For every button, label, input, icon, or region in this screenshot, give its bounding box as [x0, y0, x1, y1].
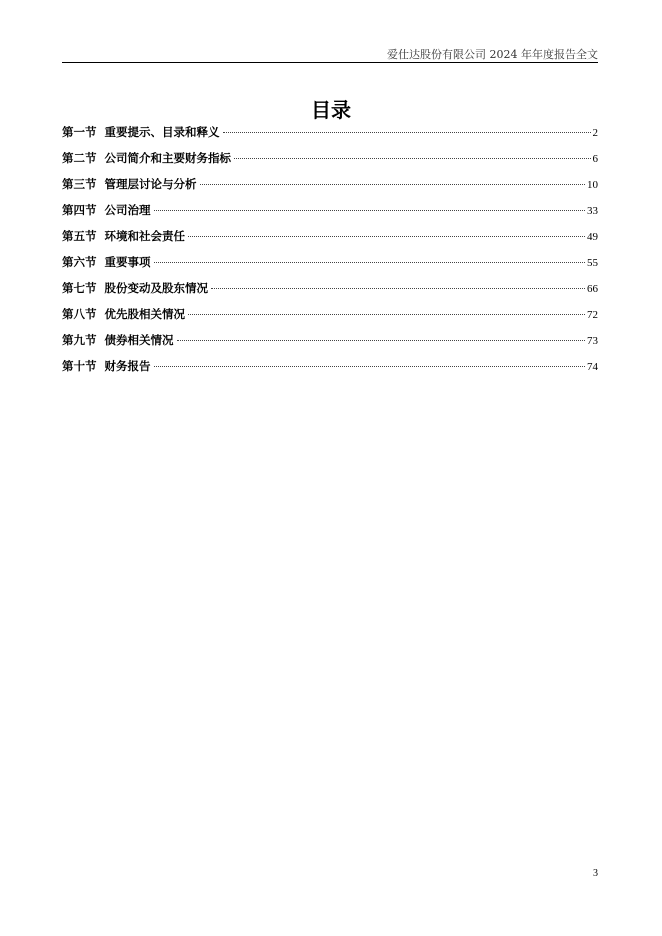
toc-entry-section-3[interactable]	[62, 176, 598, 202]
toc-section-label: 环境和社会责任	[104, 229, 185, 243]
toc-entry-section-9[interactable]	[62, 332, 598, 358]
toc-page-number: 73	[587, 335, 598, 347]
toc-section-label: 股份变动及股东情况	[104, 281, 208, 295]
toc-section-label: 公司简介和主要财务指标	[104, 151, 231, 165]
toc-dot-leader	[234, 158, 591, 159]
toc-page-number: 55	[587, 257, 598, 269]
toc-page-number: 10	[587, 179, 598, 191]
footer-page-number: 3	[593, 868, 598, 879]
toc-section-label: 重要提示、目录和释义	[104, 125, 220, 139]
toc-dot-leader	[177, 340, 586, 341]
toc-dot-leader	[200, 184, 586, 185]
toc-entry-section-6[interactable]	[62, 254, 598, 280]
table-of-contents	[62, 124, 598, 384]
toc-section-number: 第八节	[62, 307, 97, 321]
toc-page-number: 2	[592, 127, 598, 139]
toc-section-label: 优先股相关情况	[104, 307, 185, 321]
toc-page-number: 74	[587, 361, 598, 373]
toc-dot-leader	[188, 314, 585, 315]
toc-section-number: 第一节	[62, 125, 97, 139]
toc-section-number: 第三节	[62, 177, 97, 191]
toc-section-number: 第四节	[62, 203, 97, 217]
toc-section-label: 管理层讨论与分析	[104, 177, 197, 191]
page-header	[62, 46, 598, 63]
toc-entry-section-8[interactable]	[62, 306, 598, 332]
toc-dot-leader	[188, 236, 585, 237]
toc-dot-leader	[211, 288, 585, 289]
toc-section-number: 第十节	[62, 359, 97, 373]
toc-entry-section-2[interactable]	[62, 150, 598, 176]
toc-page-number: 72	[587, 309, 598, 321]
toc-page-number: 49	[587, 231, 598, 243]
toc-entry-section-1[interactable]	[62, 124, 598, 150]
toc-section-label: 债券相关情况	[104, 333, 174, 347]
toc-entry-section-7[interactable]	[62, 280, 598, 306]
toc-section-number: 第二节	[62, 151, 97, 165]
toc-section-number: 第七节	[62, 281, 97, 295]
toc-section-number: 第五节	[62, 229, 97, 243]
toc-page-number: 66	[587, 283, 598, 295]
toc-entry-section-4[interactable]	[62, 202, 598, 228]
toc-section-number: 第九节	[62, 333, 97, 347]
toc-page-number: 33	[587, 205, 598, 217]
toc-section-label: 重要事项	[104, 255, 151, 269]
toc-dot-leader	[223, 132, 591, 133]
toc-entry-section-5[interactable]	[62, 228, 598, 254]
toc-title: 目录	[311, 98, 351, 122]
toc-section-number: 第六节	[62, 255, 97, 269]
toc-page-number: 6	[592, 153, 598, 165]
toc-dot-leader	[154, 210, 586, 211]
toc-dot-leader	[154, 366, 586, 367]
toc-section-label: 公司治理	[104, 203, 151, 217]
toc-section-label: 财务报告	[104, 359, 151, 373]
toc-dot-leader	[154, 262, 586, 263]
header-title: 爱仕达股份有限公司 2024 年年度报告全文	[387, 48, 598, 61]
toc-entry-section-10[interactable]	[62, 358, 598, 384]
